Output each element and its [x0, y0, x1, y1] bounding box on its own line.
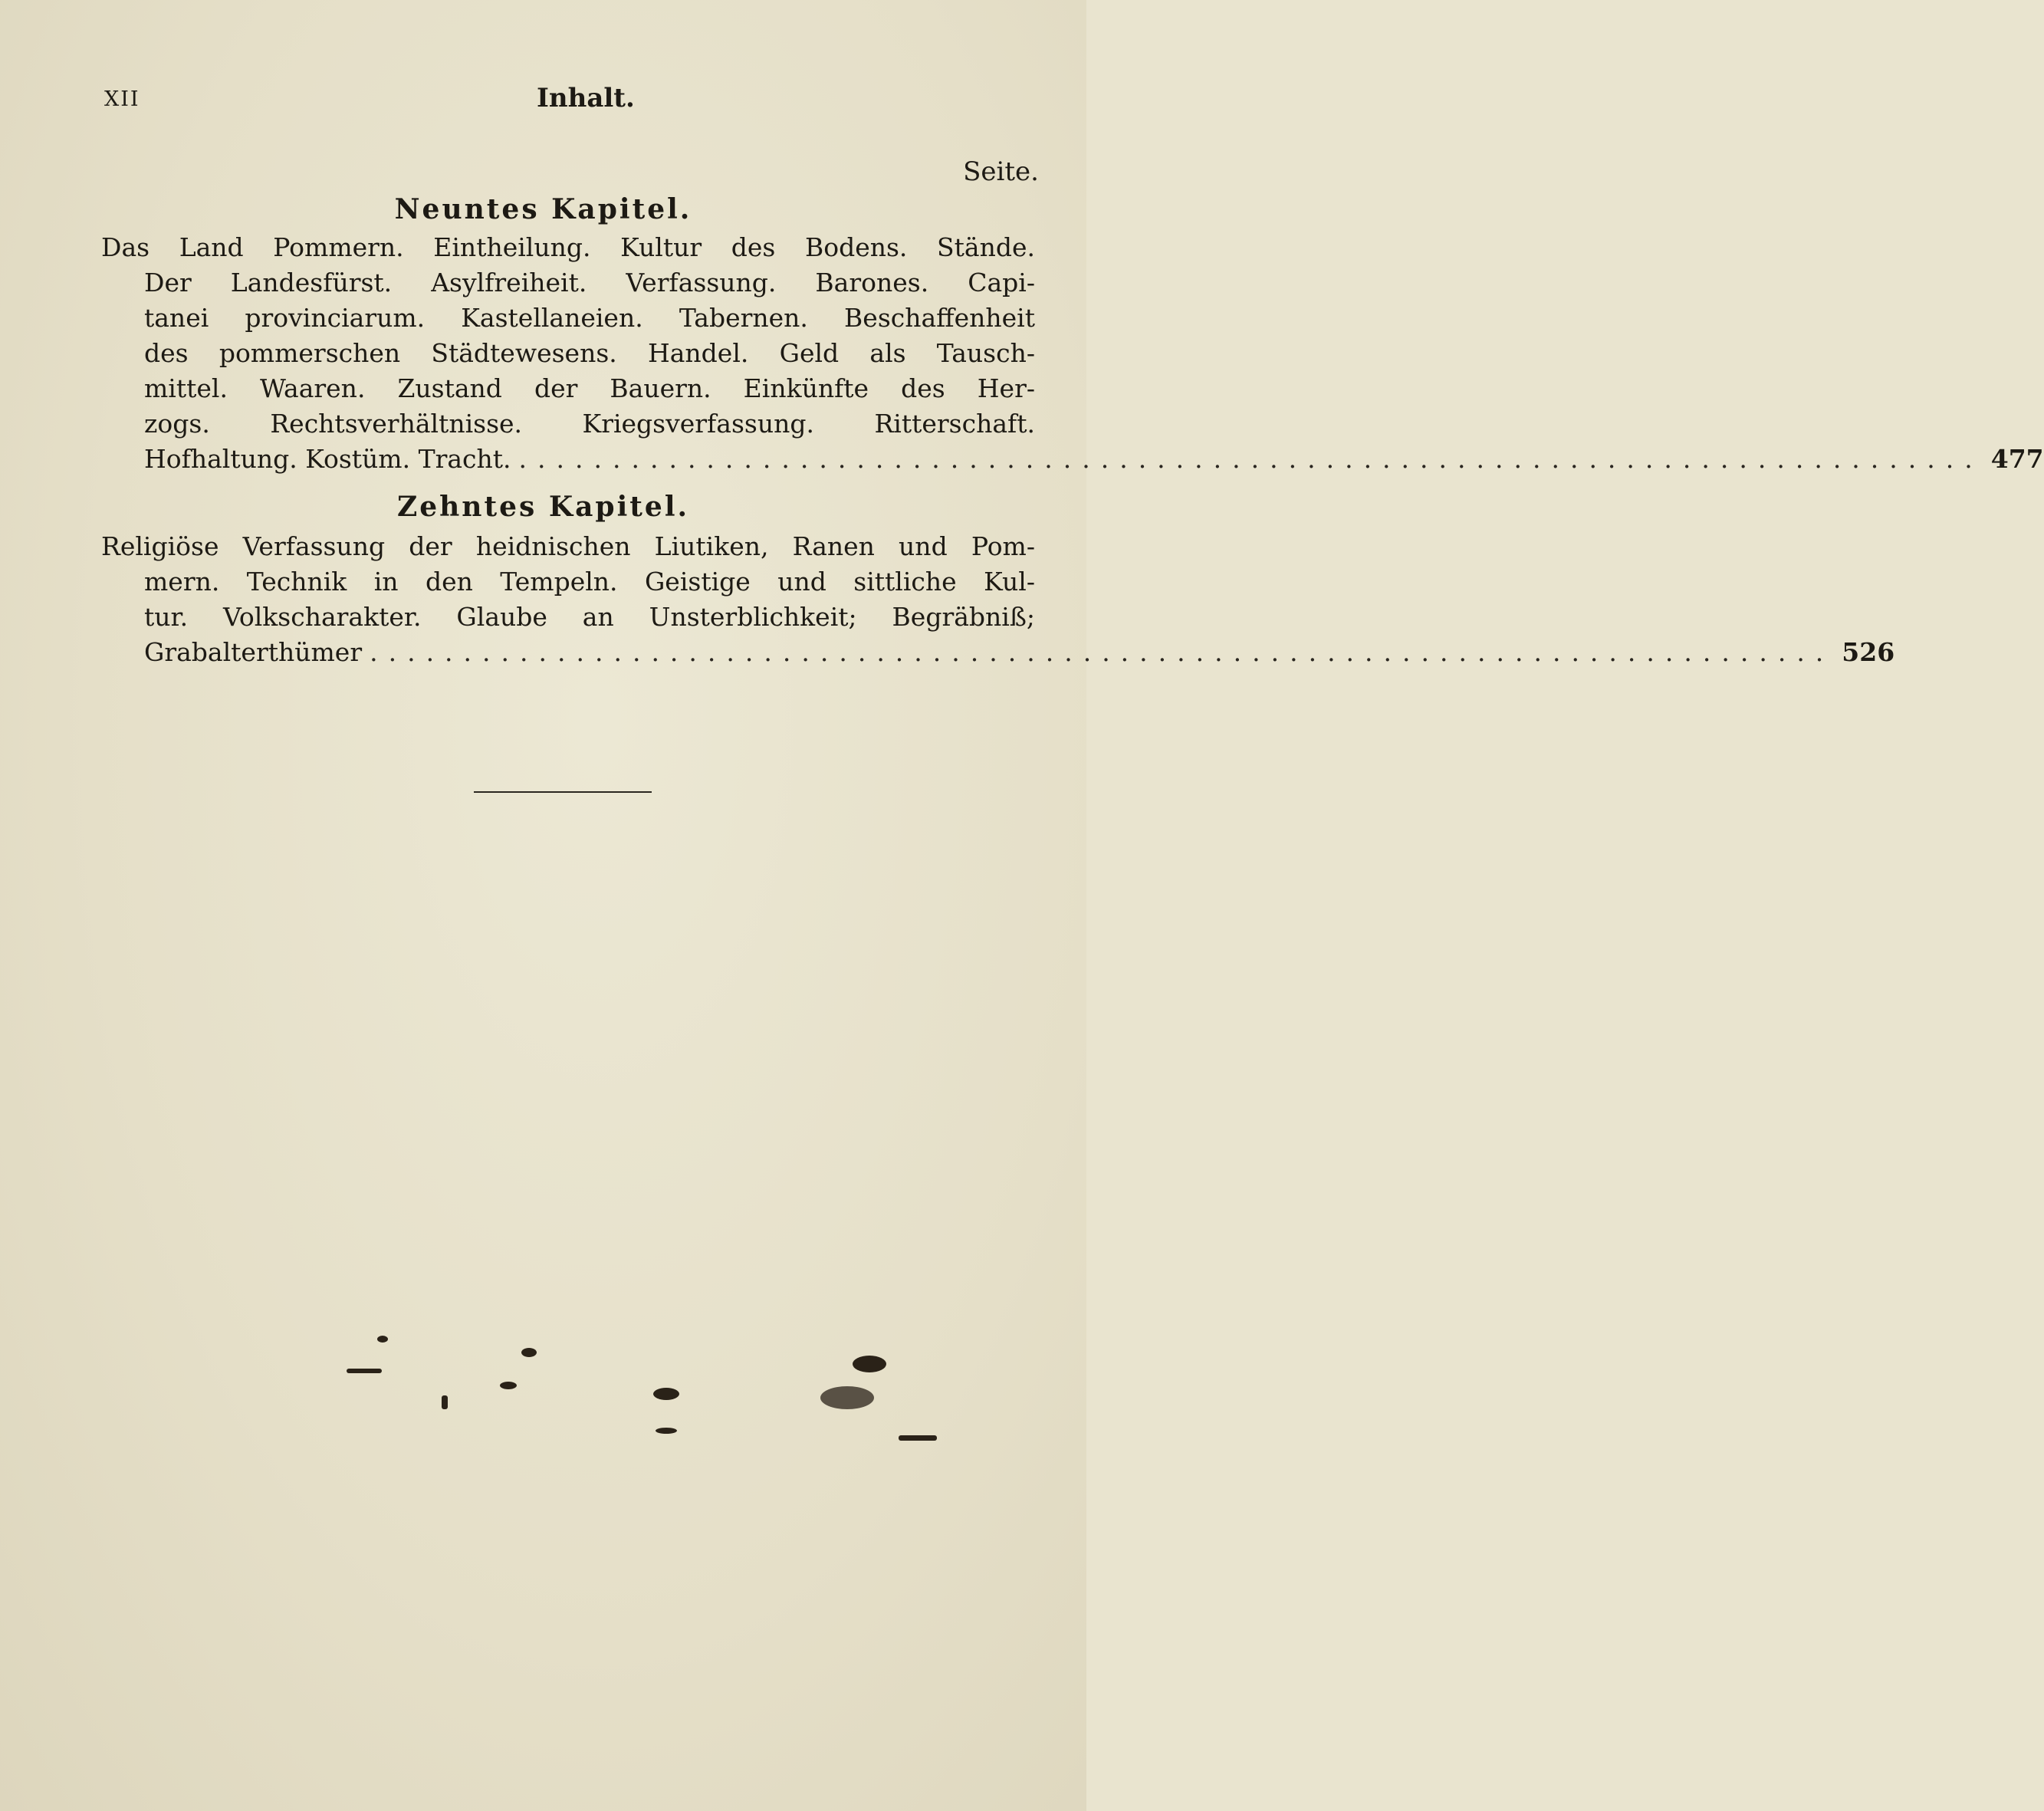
toc-line: mittel. Waaren. Zustand der Bauern. Einkünfte des Her-: [144, 373, 1035, 403]
page-column-label: Seite.: [963, 156, 1039, 187]
chapter-heading-10: Zehntes Kapitel.: [396, 491, 690, 523]
dot-leader: ..............................................................................: [370, 637, 1835, 667]
dot-leader: ..............................................................................: [518, 444, 1983, 474]
paper-stain: [853, 1356, 886, 1372]
toc-last-line: [101, 635, 1895, 670]
toc-last-line: [101, 442, 2044, 477]
toc-line: tanei provinciarum. Kastellaneien. Tabernen. Beschaffenheit: [144, 303, 1035, 333]
toc-line: des pommerschen Städtewesens. Handel. Geld als Tausch-: [144, 338, 1035, 368]
paper-stain: [820, 1386, 874, 1409]
toc-line: Der Landesfürst. Asylfreiheit. Verfassung. Barones. Capi-: [144, 268, 1035, 297]
paper-stain: [377, 1336, 388, 1343]
paper-stain: [653, 1388, 679, 1400]
paper-stain: [899, 1435, 937, 1441]
paper-stain: [656, 1428, 677, 1434]
toc-line: Religiöse Verfassung der heidnischen Liutiken, Ranen und Pom-: [101, 531, 1035, 561]
toc-entry-chapter-9: [101, 230, 2044, 477]
page-folio: XII: [104, 87, 140, 111]
toc-line: Hofhaltung. Kostüm. Tracht.: [144, 444, 511, 474]
toc-line: zogs. Rechtsverhältnisse. Kriegsverfassung. Ritterschaft.: [144, 409, 1035, 439]
toc-line: Das Land Pommern. Eintheilung. Kultur des Bodens. Stände.: [101, 232, 1035, 262]
toc-line: tur. Volkscharakter. Glaube an Unsterblichkeit; Begräbniß;: [144, 602, 1035, 632]
running-head: [0, 83, 1086, 120]
paper-stain: [442, 1395, 448, 1409]
paper-stain: [521, 1348, 537, 1357]
running-title: Inhalt.: [537, 83, 635, 113]
toc-entry-chapter-10: [101, 529, 1895, 670]
toc-line: mern. Technik in den Tempeln. Geistige und sittliche Kul-: [144, 567, 1035, 597]
paper-stain: [500, 1382, 517, 1389]
toc-line: Grabalterthümer: [144, 637, 363, 667]
page-number: 477: [1990, 444, 2044, 474]
paper-stain: [347, 1369, 382, 1373]
chapter-heading-9: Neuntes Kapitel.: [394, 193, 692, 225]
page-number: 526: [1842, 637, 1895, 667]
separator-rule: [474, 791, 652, 793]
